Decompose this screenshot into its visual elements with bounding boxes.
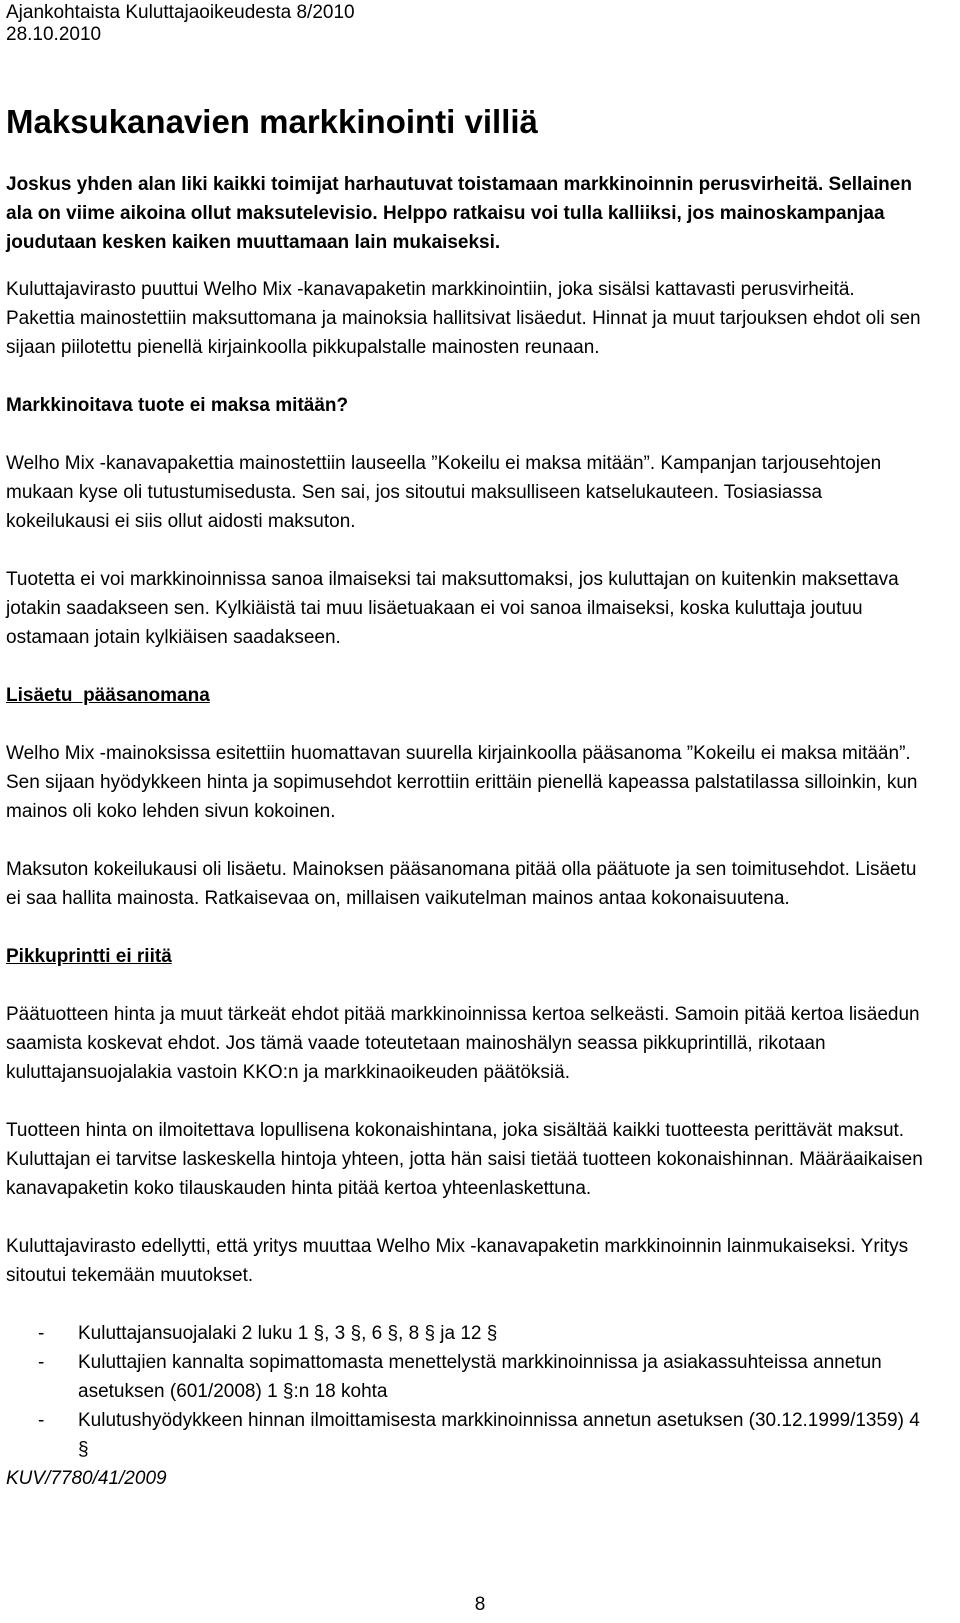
legal-references-list bbox=[6, 1319, 926, 1464]
paragraph-outcome: Kuluttajavirasto edellytti, että yritys muuttaa Welho Mix -kanavapaketin markkinoinnin lainmukaiseksi. Yritys sitoutui tekemään muutokset. bbox=[6, 1236, 909, 1286]
paragraph-side-benefit: Maksuton kokeilukausi oli lisäetu. Mainoksen pääsanomana pitää olla päätuote ja sen toimitusehdot. Lisäetu ei saa hallita mainosta. Ratkaisevaa on, millaisen vaikutelman mainos antaa kokonaisuutena. bbox=[6, 859, 917, 909]
list-bullet: - bbox=[38, 1410, 45, 1431]
subheading-small-print: Pikkuprintti ei riitä bbox=[6, 946, 172, 967]
list-item bbox=[6, 1319, 926, 1348]
case-reference: KUV/7780/41/2009 bbox=[6, 1468, 167, 1489]
page-number: 8 bbox=[474, 1594, 486, 1615]
publication-date: 28.10.2010 bbox=[6, 24, 102, 45]
article-body bbox=[6, 170, 926, 1464]
article-lead: Joskus yhden alan liki kaikki toimijat harhautuvat toistamaan markkinoinnin perusvirheitä. Sellainen ala on viime aikoina ollut maksutelevisio. Helppo ratkaisu voi tulla kalliiksi, jos mainoskampanjaa joudutaan kesken kaiken muuttamaan lain mukaiseksi. bbox=[6, 174, 912, 253]
list-bullet: - bbox=[38, 1323, 45, 1344]
paragraph-ad-message: Welho Mix -mainoksissa esitettiin huomattavan suurella kirjainkoolla pääsanoma ”Kokeilu ei maksa mitään”. Sen sijaan hyödykkeen hinta ja sopimusehdot kerrottiin erittäin pienellä kapeassa palstatilassa silloinkin, kun mainos oli koko lehden sivun kokoinen. bbox=[6, 743, 918, 822]
publication-name: Ajankohtaista Kuluttajaoikeudesta 8/2010 bbox=[6, 2, 355, 23]
list-bullet: - bbox=[38, 1352, 45, 1373]
article-title: Maksukanavien markkinointi villiä bbox=[6, 103, 538, 140]
subheading-side-benefit: Lisäetu pääsanomana bbox=[6, 685, 210, 706]
paragraph-free-claims: Tuotetta ei voi markkinoinnissa sanoa ilmaiseksi tai maksuttomaksi, jos kuluttajan on kuitenkin maksettava jotakin saadakseen sen. Kylkiäistä tai muu lisäetuakaan ei voi sanoa ilmaiseksi, koska kuluttaja joutuu ostamaan jotain kylkiäisen saadakseen. bbox=[6, 569, 899, 648]
reference-text: Kuluttajansuojalaki 2 luku 1 §, 3 §, 6 §, 8 § ja 12 § bbox=[78, 1323, 498, 1344]
paragraph-free-trial: Welho Mix -kanavapakettia mainostettiin lauseella ”Kokeilu ei maksa mitään”. Kampanjan tarjousehtojen mukaan kyse oli tutustumisedusta. Sen sai, jos sitoutui maksulliseen katselukauteen. Tosiasiassa kokeilukausi ei siis ollut aidosti maksuton. bbox=[6, 453, 882, 532]
page-header bbox=[6, 2, 355, 46]
subheading-free-product: Markkinoitava tuote ei maksa mitään? bbox=[6, 395, 349, 416]
list-item bbox=[6, 1406, 926, 1464]
paragraph-intro: Kuluttajavirasto puuttui Welho Mix -kanavapaketin markkinointiin, joka sisälsi kattavasti perusvirheitä. Pakettia mainostettiin maksuttomana ja mainoksia hallitsivat lisäedut. Hinnat ja muut tarjouksen ehdot oli sen sijaan piilotettu pienellä kirjainkoolla pikkupalstalle mainosten reunaan. bbox=[6, 279, 921, 358]
paragraph-price-terms: Päätuotteen hinta ja muut tärkeät ehdot pitää markkinoinnissa kertoa selkeästi. Samoin pitää kertoa lisäedun saamista koskevat ehdot. Jos tämä vaade toteutetaan mainoshälyn seassa pikkuprintillä, rikotaan kuluttajansuojalakia vastoin KKO:n ja markkinaoikeuden päätöksiä. bbox=[6, 1004, 920, 1083]
list-item bbox=[6, 1348, 926, 1406]
reference-text: Kulutushyödykkeen hinnan ilmoittamisesta markkinoinnissa annetun asetuksen (30.12.1999/1359) 4 § bbox=[78, 1410, 920, 1460]
reference-text: Kuluttajien kannalta sopimattomasta menettelystä markkinoinnissa ja asiakassuhteissa annetun asetuksen (601/2008) 1 §:n 18 kohta bbox=[78, 1352, 882, 1402]
paragraph-total-price: Tuotteen hinta on ilmoitettava lopullisena kokonaishintana, joka sisältää kaikki tuotteesta perittävät maksut. Kuluttajan ei tarvitse laskeskella hintoja yhteen, jotta hän saisi tietää tuotteen kokonaishinnan. Määräaikaisen kanavapaketin koko tilauskauden hinta pitää kertoa yhteenlaskettuna. bbox=[6, 1120, 923, 1199]
